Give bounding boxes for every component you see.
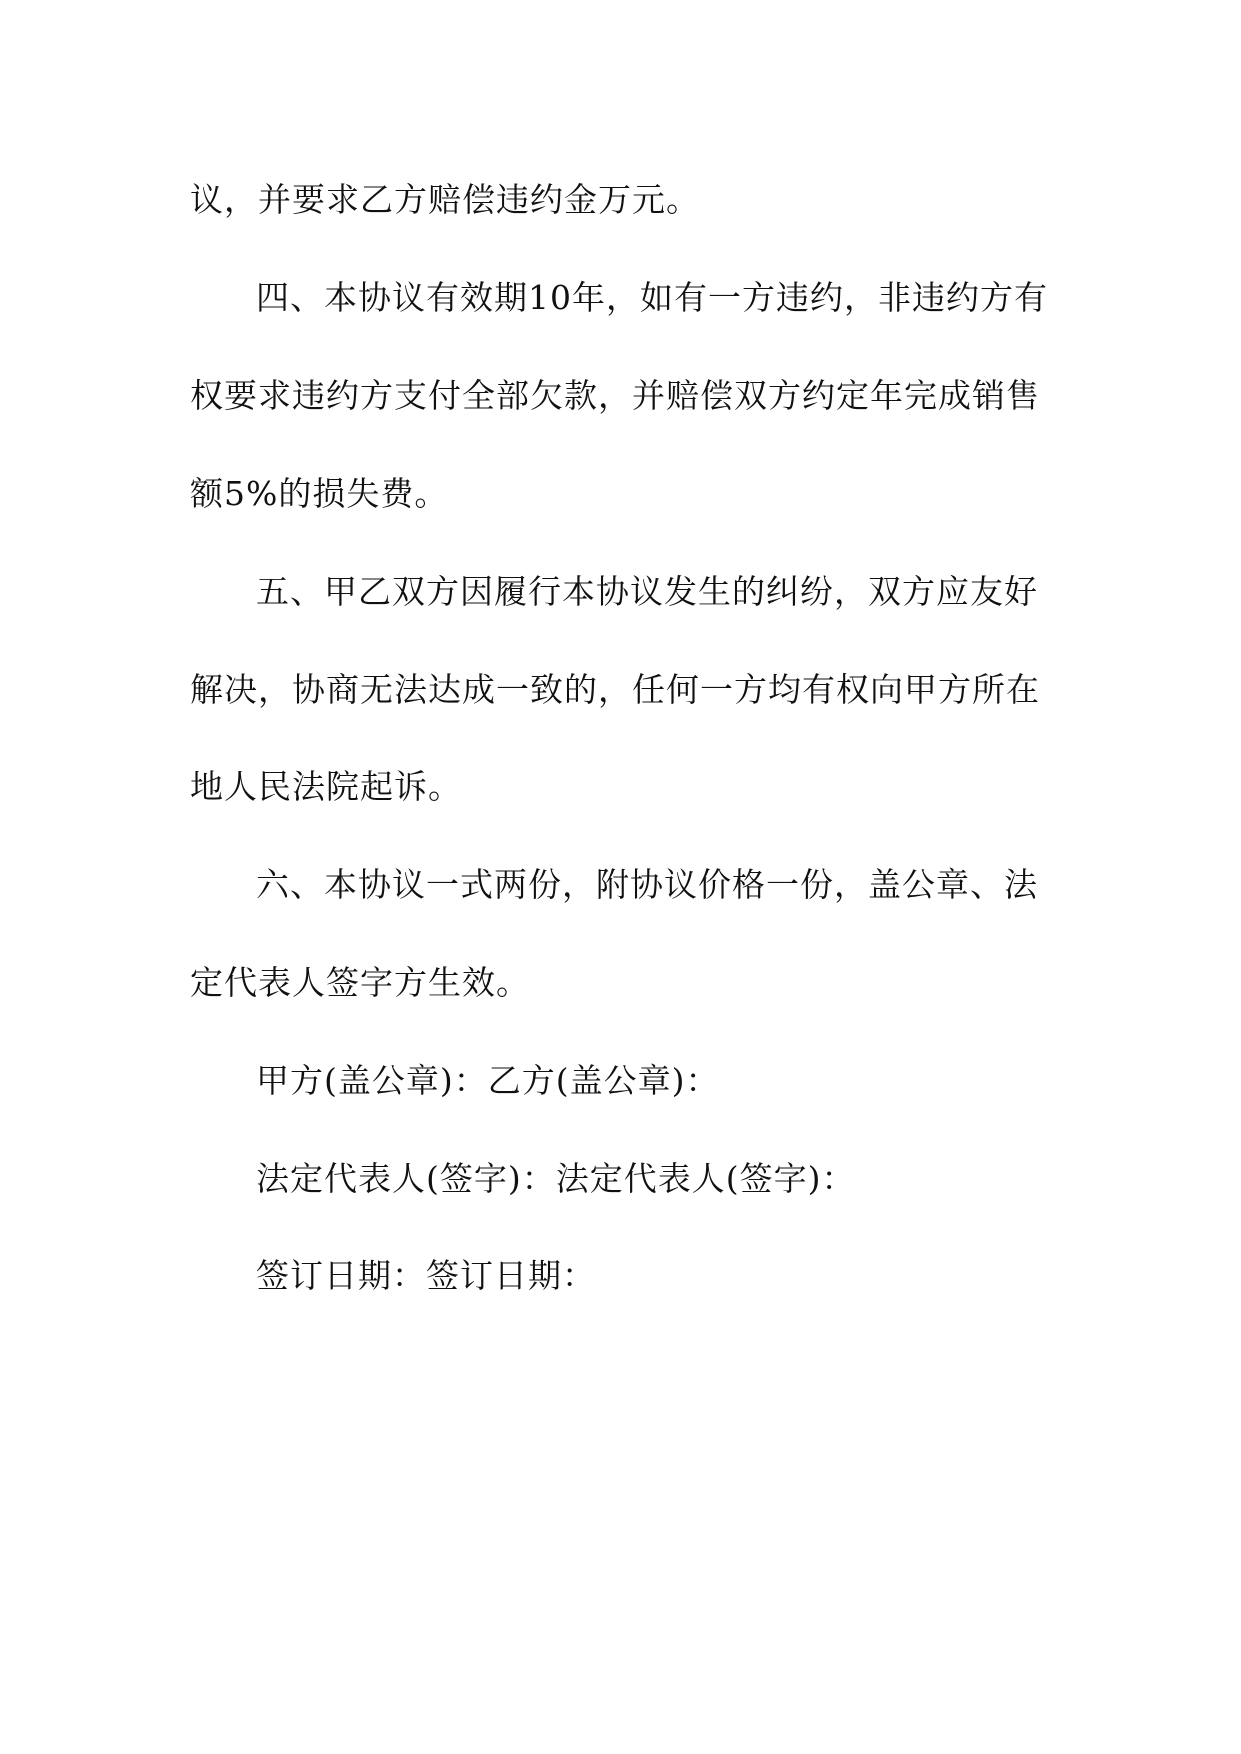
text-line: 五、甲乙双方因履行本协议发生的纠纷，双方应友好 (256, 572, 1038, 611)
text-line: 四、本协议有效期10年，如有一方违约，非违约方有 (256, 278, 1048, 317)
text-line: 六、本协议一式两份，附协议价格一份，盖公章、法 (256, 865, 1038, 904)
text-line: 额5%的损失费。 (190, 474, 449, 513)
text-line: 地人民法院起诉。 (190, 767, 462, 806)
signature-parties-line: 甲方(盖公章)：乙方(盖公章)： (256, 1061, 720, 1100)
text-line: 议，并要求乙方赔偿违约金万元。 (190, 180, 700, 219)
text-line: 权要求违约方支付全部欠款，并赔偿双方约定年完成销售 (190, 376, 1040, 415)
signature-representatives-line: 法定代表人(签字)：法定代表人(签字)： (256, 1159, 856, 1198)
text-line: 定代表人签字方生效。 (190, 963, 530, 1002)
text-line: 解决，协商无法达成一致的，任何一方均有权向甲方所在 (190, 670, 1040, 709)
signing-date-line: 签订日期：签订日期： (256, 1256, 596, 1295)
